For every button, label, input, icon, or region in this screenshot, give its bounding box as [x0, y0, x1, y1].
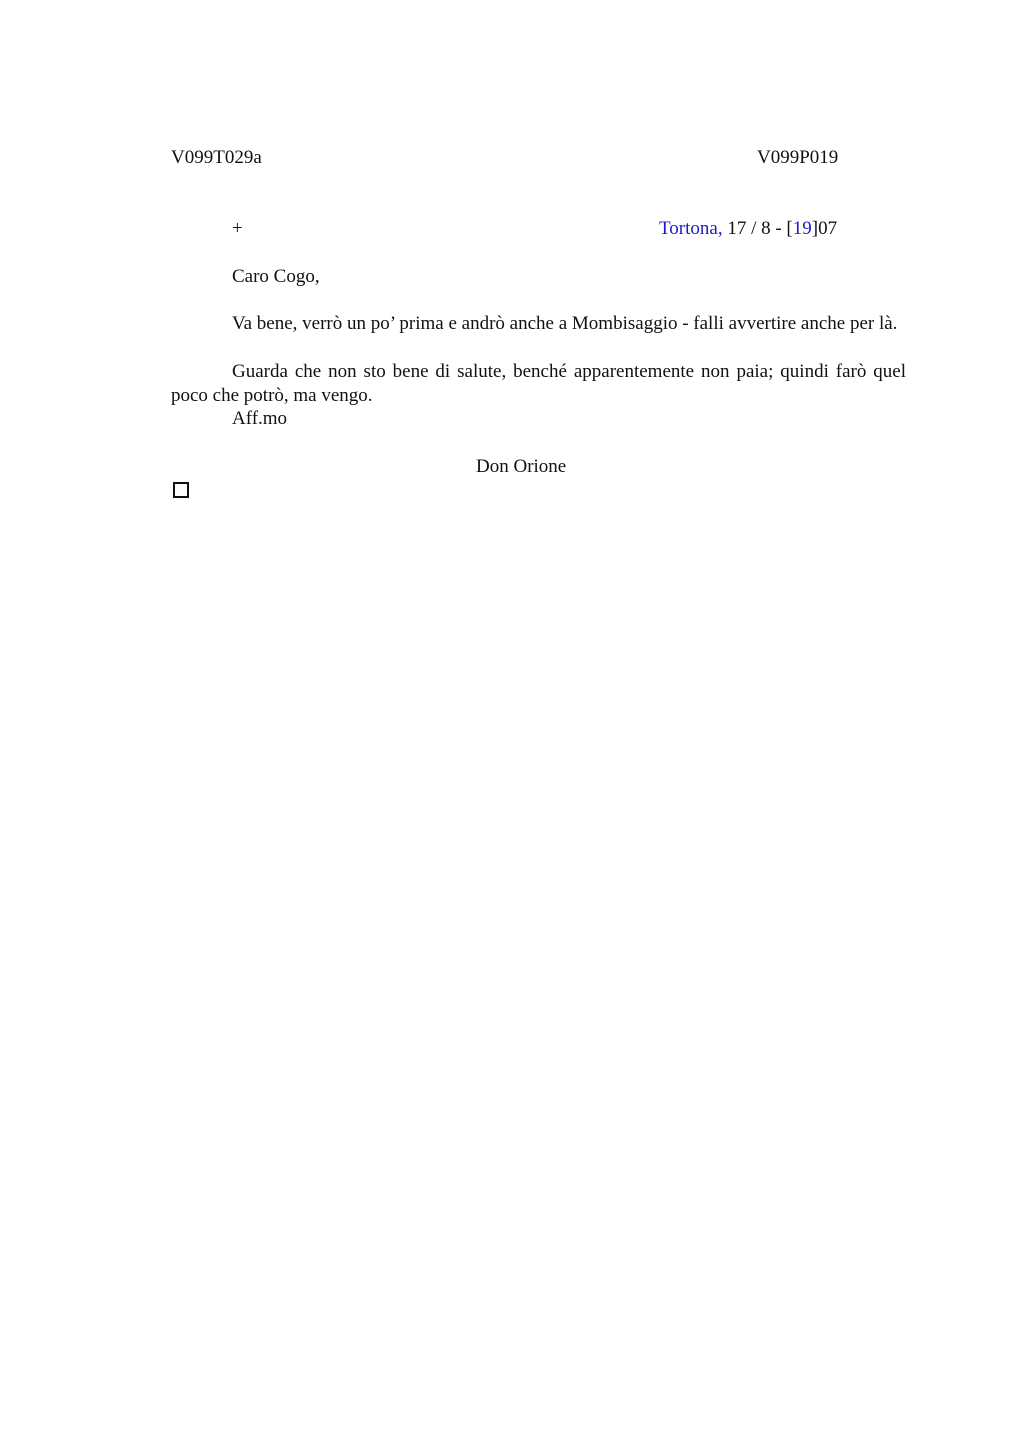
body-paragraph: Guarda che non sto bene di salute, benché apparentemente non paia; quindi farò quel poco che potrò, ma vengo.: [171, 361, 906, 406]
date-place: Tortona,: [659, 218, 723, 239]
cross-mark: +: [232, 218, 243, 239]
doc-code: V099T029a: [171, 147, 262, 168]
salutation: Caro Cogo,: [232, 266, 320, 287]
date-year-bracket: 19: [792, 218, 812, 239]
empty-square-icon: [173, 482, 189, 498]
date-end: ]07: [811, 218, 838, 239]
page-code: V099P019: [757, 147, 839, 168]
signature: Don Orione: [476, 456, 567, 477]
letter-date: [659, 217, 837, 241]
closing: Aff.mo: [232, 408, 288, 429]
body-paragraph: Va bene, verrò un po’ prima e andrò anche a Mombisaggio - falli avvertire anche per là.: [232, 313, 898, 334]
date-main: 17 / 8 - [: [722, 218, 793, 239]
